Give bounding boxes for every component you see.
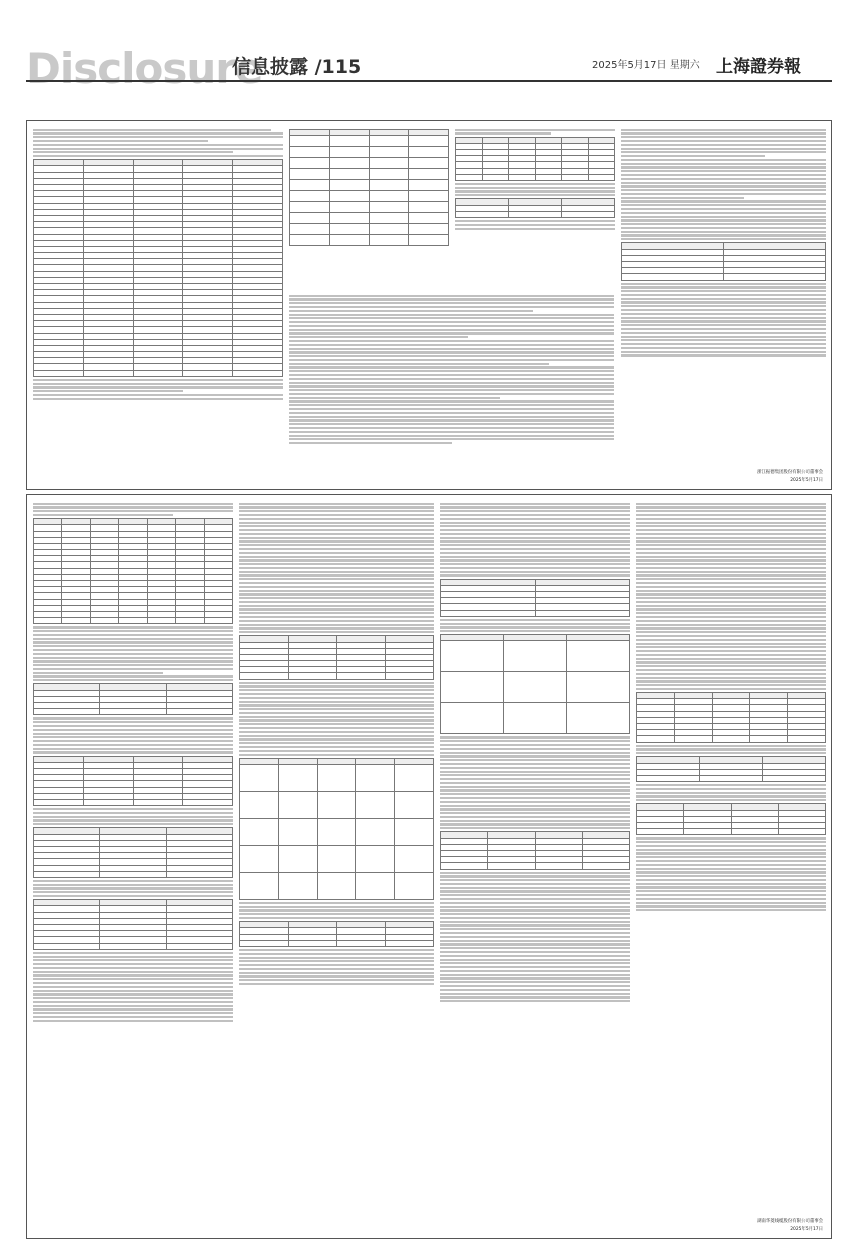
data-table xyxy=(33,899,233,950)
data-table xyxy=(33,827,233,878)
notice-upper-col2 xyxy=(289,127,449,248)
notice-date: 2025年5月17日 xyxy=(790,1227,823,1232)
notice-lower-col4 xyxy=(636,501,826,913)
notice-lower-col2 xyxy=(239,501,434,987)
data-table xyxy=(455,137,615,181)
data-table xyxy=(455,198,615,218)
data-table xyxy=(621,242,826,280)
notice-upper-col2b xyxy=(289,293,614,446)
notice-signature: 湖南华菱线缆股份有限公司董事会 xyxy=(757,1219,823,1224)
data-table xyxy=(239,921,434,947)
notice-upper xyxy=(26,120,832,490)
section-wordmark: Disclosure xyxy=(26,44,263,93)
notice-signature: 浙江振德集团股份有限公司董事会 xyxy=(757,470,823,475)
masthead xyxy=(0,0,857,110)
data-table xyxy=(33,756,233,807)
data-table xyxy=(33,683,233,715)
data-table xyxy=(33,518,233,624)
data-table xyxy=(636,692,826,743)
data-table xyxy=(289,129,449,246)
newspaper-logo: 上海證券報 xyxy=(716,57,801,77)
notice-lower-col3 xyxy=(440,501,630,1004)
notice-upper-col1 xyxy=(33,127,283,402)
notice-date: 2025年5月17日 xyxy=(790,478,823,483)
issue-date: 2025年5月17日 星期六 xyxy=(592,60,700,71)
masthead-rule xyxy=(26,80,832,82)
notice-upper-col3 xyxy=(455,127,615,231)
data-table xyxy=(636,803,826,835)
data-table xyxy=(239,758,434,900)
data-table xyxy=(636,756,826,782)
data-table xyxy=(33,159,283,377)
notice-lower-col1 xyxy=(33,501,233,1024)
data-table xyxy=(440,634,630,734)
data-table xyxy=(440,831,630,869)
data-table xyxy=(239,635,434,679)
section-title: 信息披露 /115 xyxy=(232,56,362,78)
data-table xyxy=(440,579,630,617)
notice-upper-col4 xyxy=(621,127,826,358)
notice-lower xyxy=(26,494,832,1239)
